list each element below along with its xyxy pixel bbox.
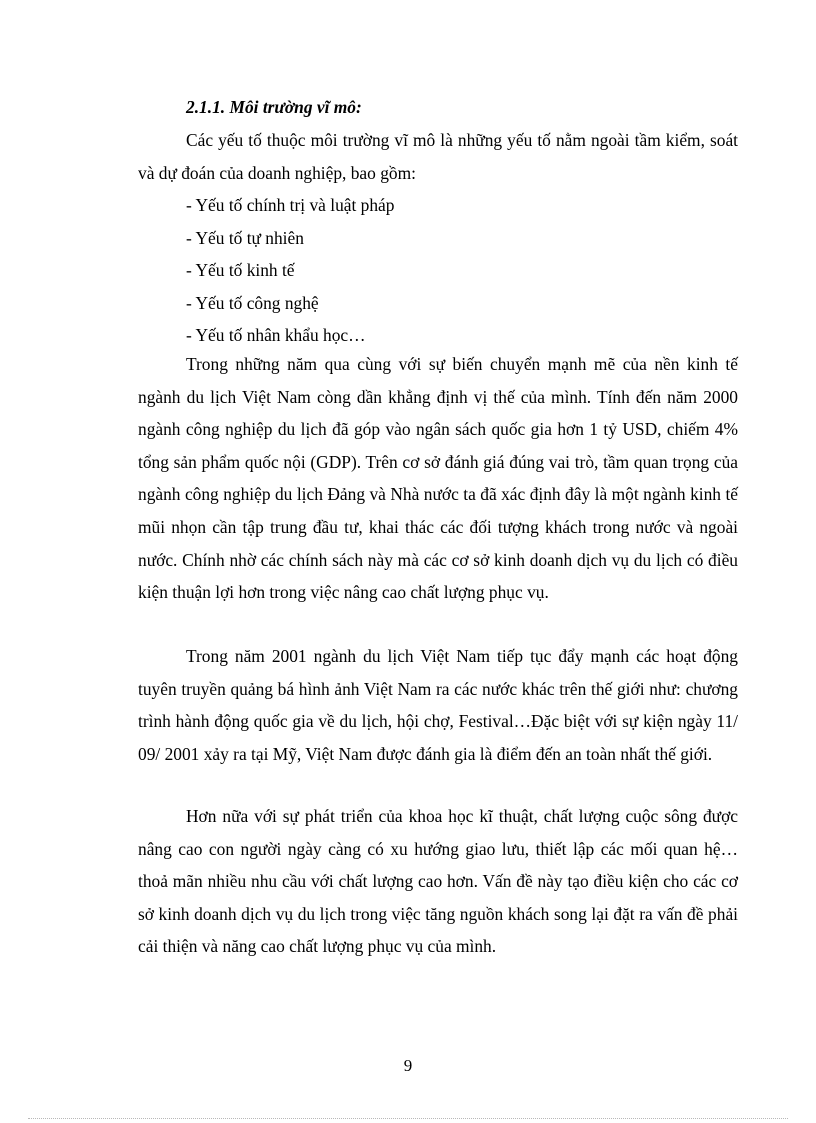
paragraph-science-technology: Hơn nữa với sự phát triển của khoa học kĩ thuật, chất lượng cuộc sông được nâng cao con người ngày càng có xu hướng giao lưu, thiết lập các mối quan hệ… thoả mãn nhiều nhu cầu với chất lượng cao hơn. Vấn đề này tạo điều kiện cho các cơ sở kinh doanh dịch vụ du lịch trong việc tăng nguồn khách song lại đặt ra vấn đề phải cải thiện và năng cao chất lượng phục vụ của mình. [138, 806, 738, 957]
list-item: - Yếu tố nhân khẩu học… [186, 325, 366, 346]
factor-list [186, 189, 394, 352]
list-item: - Yếu tố kinh tế [186, 260, 295, 281]
paragraph-promotion-2001: Trong năm 2001 ngành du lịch Việt Nam tiếp tục đẩy mạnh các hoạt động tuyên truyền quảng bá hình ảnh Việt Nam ra các nước khác trên thế giới như: chương trình hành động quốc gia về du lịch, hội chợ, Festival…Đặc biệt với sự kiện ngày 11/ 09/ 2001 xảy ra tại Mỹ, Việt Nam được đánh gia là điểm đến an toàn nhất thế giới. [138, 646, 738, 764]
list-item: - Yếu tố chính trị và luật pháp [186, 195, 395, 215]
paragraph-tourism-growth: Trong những năm qua cùng với sự biến chuyển mạnh mẽ của nền kinh tế ngành du lịch Việt Nam còng dần khẳng định vị thế của mình. Tính đến năm 2000 ngành công nghiệp du lịch đã góp vào ngân sách quốc gia hơn 1 tỷ USD, chiếm 4% tổng sản phẩm quốc nội (GDP). Trên cơ sở đánh giá đúng vai trò, tầm quan trọng của ngành công nghiệp du lịch Đảng và Nhà nước ta đã xác định đây là một ngành kinh tế mũi nhọn cần tập trung đầu tư, khai thác các đối tượng khách trong nước và ngoài nước. Chính nhờ các chính sách này mà các cơ sở kinh doanh dịch vụ du lịch có điều kiện thuận lợi hơn trong việc nâng cao chất lượng phục vụ. [138, 354, 738, 603]
section-heading: 2.1.1. Môi trường vĩ mô: [186, 97, 362, 117]
intro-paragraph: Các yếu tố thuộc môi trường vĩ mô là những yếu tố nằm ngoài tầm kiểm, soát và dự đoán của doanh nghiệp, bao gồm: [138, 130, 738, 183]
list-item: - Yếu tố tự nhiên [186, 227, 304, 248]
list-item: - Yếu tố công nghệ [186, 292, 319, 313]
page-number: 9 [403, 1056, 413, 1075]
footer-divider [28, 1118, 788, 1119]
